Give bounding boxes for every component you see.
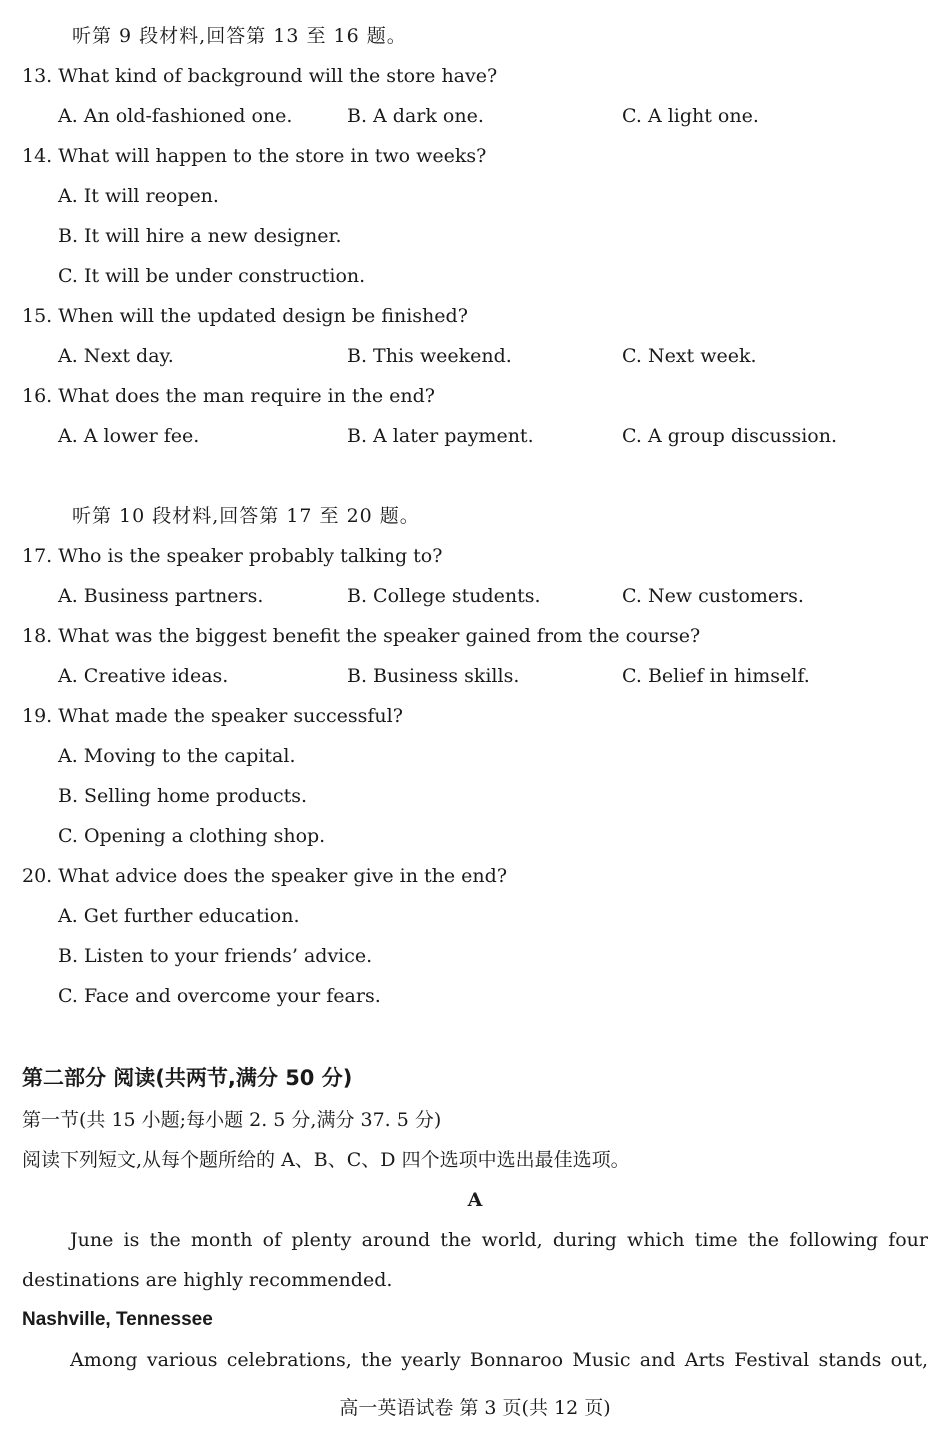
part2-heading: 第二部分 阅读(共两节,满分 50 分) xyxy=(22,1066,353,1090)
question-18-option-a: A. Creative ideas. xyxy=(58,665,229,687)
question-13-option-b: B. A dark one. xyxy=(347,105,484,127)
question-19-option-c: C. Opening a clothing shop. xyxy=(58,825,326,847)
question-15-stem: 15. When will the updated design be finished? xyxy=(22,305,468,327)
question-17-option-b: B. College students. xyxy=(347,585,541,607)
question-19-stem: 19. What made the speaker successful? xyxy=(22,705,403,727)
question-13-stem: 13. What kind of background will the store have? xyxy=(22,65,498,87)
question-16-option-a: A. A lower fee. xyxy=(58,425,200,447)
section9-instruction: 听第 9 段材料,回答第 13 至 16 题。 xyxy=(72,25,407,47)
question-15-option-a: A. Next day. xyxy=(58,345,174,367)
question-20-option-a: A. Get further education. xyxy=(58,905,300,927)
question-14-option-a: A. It will reopen. xyxy=(58,185,219,207)
question-14-option-b: B. It will hire a new designer. xyxy=(58,225,342,247)
question-19-option-a: A. Moving to the capital. xyxy=(58,745,296,767)
page-footer: 高一英语试卷 第 3 页(共 12 页) xyxy=(339,1397,611,1419)
paragraph2-line1: Among various celebrations, the yearly Bonnaroo Music and Arts Festival stands out, xyxy=(70,1349,928,1371)
question-15-option-b: B. This weekend. xyxy=(347,345,512,367)
paragraph1-line1: June is the month of plenty around the world, during which time the following four xyxy=(70,1229,928,1251)
question-20-stem: 20. What advice does the speaker give in the end? xyxy=(22,865,508,887)
question-18-option-c: C. Belief in himself. xyxy=(622,665,810,687)
question-13-option-c: C. A light one. xyxy=(622,105,759,127)
section10-instruction: 听第 10 段材料,回答第 17 至 20 题。 xyxy=(72,505,420,527)
question-15-option-c: C. Next week. xyxy=(622,345,757,367)
question-16-option-b: B. A later payment. xyxy=(347,425,534,447)
part2-section1-title: 第一节(共 15 小题;每小题 2. 5 分,满分 37. 5 分) xyxy=(22,1109,442,1131)
paragraph1-line2: destinations are highly recommended. xyxy=(22,1269,393,1291)
question-17-option-c: C. New customers. xyxy=(622,585,804,607)
question-14-stem: 14. What will happen to the store in two weeks? xyxy=(22,145,487,167)
question-17-stem: 17. Who is the speaker probably talking to? xyxy=(22,545,443,567)
question-18-stem: 18. What was the biggest benefit the speaker gained from the course? xyxy=(22,625,701,647)
question-18-option-b: B. Business skills. xyxy=(347,665,520,687)
question-20-option-b: B. Listen to your friends’ advice. xyxy=(58,945,373,967)
destination-heading: Nashville, Tennessee xyxy=(22,1309,213,1330)
question-16-stem: 16. What does the man require in the end? xyxy=(22,385,435,407)
question-17-option-a: A. Business partners. xyxy=(58,585,264,607)
question-20-option-c: C. Face and overcome your fears. xyxy=(58,985,381,1007)
question-16-option-c: C. A group discussion. xyxy=(622,425,837,447)
question-13-option-a: A. An old-fashioned one. xyxy=(58,105,293,127)
question-19-option-b: B. Selling home products. xyxy=(58,785,308,807)
part2-instruction: 阅读下列短文,从每个题所给的 A、B、C、D 四个选项中选出最佳选项。 xyxy=(22,1149,630,1171)
passage-label: A xyxy=(467,1189,483,1211)
question-14-option-c: C. It will be under construction. xyxy=(58,265,366,287)
